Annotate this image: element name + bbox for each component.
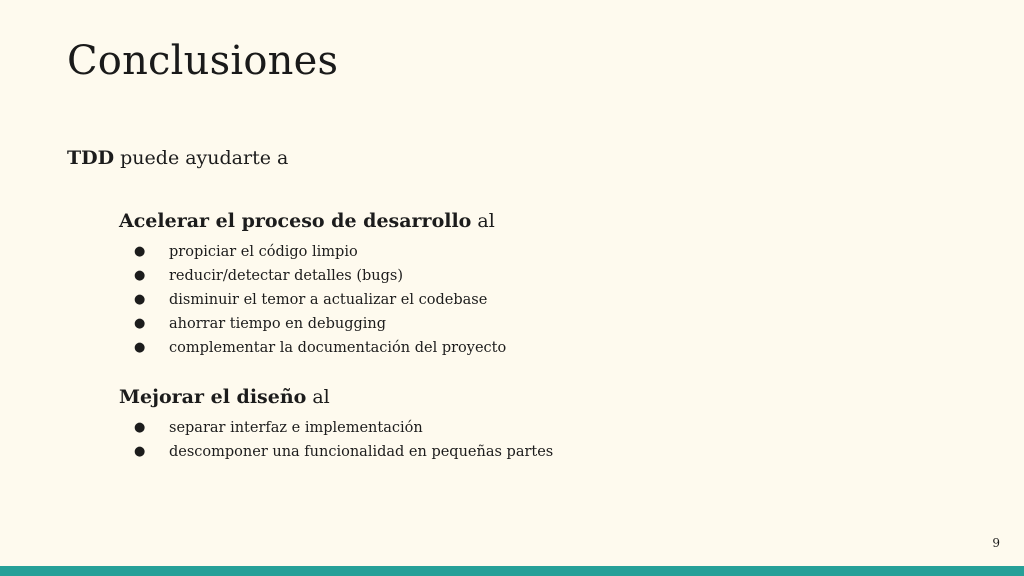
section-heading-bold: Acelerar el proceso de desarrollo bbox=[119, 210, 472, 232]
section-heading bbox=[119, 384, 939, 410]
list-item-text: propiciar el código limpio bbox=[169, 244, 358, 260]
section-heading-rest: al bbox=[306, 386, 330, 408]
list-item bbox=[119, 264, 939, 288]
list-item-text: separar interfaz e implementación bbox=[169, 420, 423, 436]
list-item bbox=[119, 416, 939, 440]
list-item bbox=[119, 440, 939, 464]
intro-text bbox=[67, 147, 288, 169]
bullet-icon: ● bbox=[134, 444, 146, 459]
list-item-text: disminuir el temor a actualizar el codebase bbox=[169, 292, 488, 308]
list-item-text: reducir/detectar detalles (bugs) bbox=[169, 268, 404, 284]
section-heading-rest: al bbox=[471, 210, 495, 232]
bullet-list bbox=[119, 416, 939, 464]
footer-accent-bar bbox=[0, 566, 1024, 576]
list-item bbox=[119, 312, 939, 336]
bullet-icon: ● bbox=[134, 340, 146, 355]
bullet-icon: ● bbox=[134, 268, 146, 283]
bullet-icon: ● bbox=[134, 292, 146, 307]
list-item bbox=[119, 288, 939, 312]
list-item bbox=[119, 240, 939, 264]
bullet-list bbox=[119, 240, 939, 360]
intro-rest: puede ayudarte a bbox=[114, 147, 289, 169]
bullet-icon: ● bbox=[134, 244, 146, 259]
section-heading bbox=[119, 208, 939, 234]
intro-bold-term: TDD bbox=[67, 147, 115, 169]
slide-title: Conclusiones bbox=[67, 38, 339, 84]
list-item-text: complementar la documentación del proyecto bbox=[169, 340, 507, 356]
bullet-icon: ● bbox=[134, 420, 146, 435]
section-improve-design bbox=[119, 384, 939, 464]
page-number: 9 bbox=[992, 536, 1000, 550]
list-item-text: descomponer una funcionalidad en pequeñas partes bbox=[169, 444, 554, 460]
bullet-icon: ● bbox=[134, 316, 146, 331]
section-accelerate bbox=[119, 208, 939, 360]
section-heading-bold: Mejorar el diseño bbox=[119, 386, 307, 408]
list-item bbox=[119, 336, 939, 360]
list-item-text: ahorrar tiempo en debugging bbox=[169, 316, 387, 332]
